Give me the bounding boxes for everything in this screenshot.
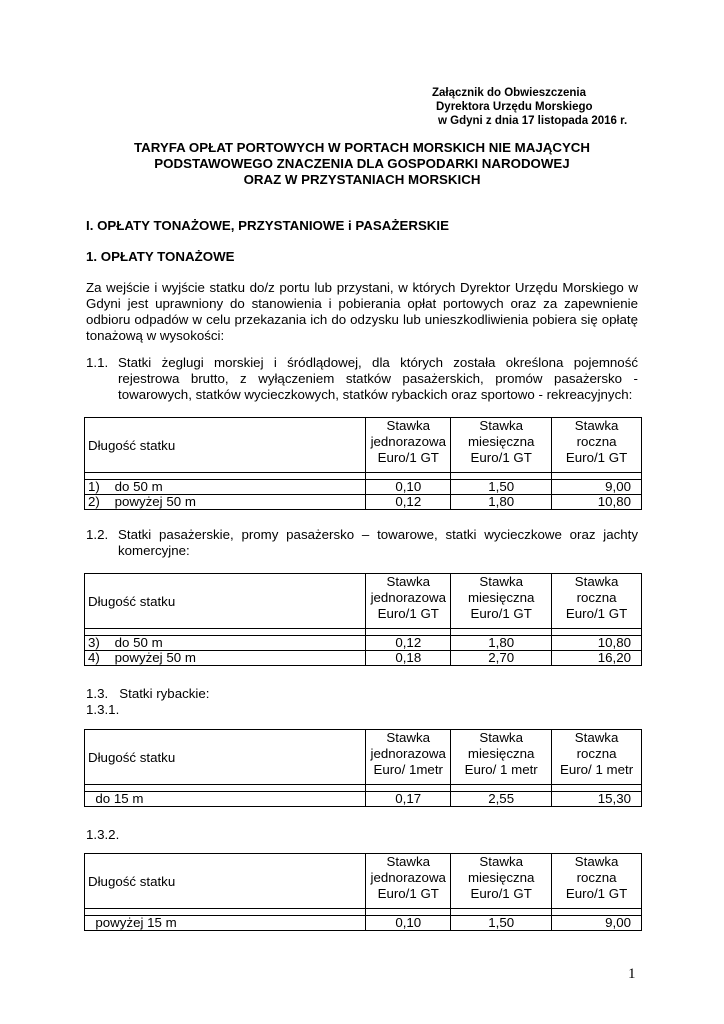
header-text: Euro/1 GT xyxy=(565,606,628,621)
header-text: Stawka xyxy=(574,854,619,869)
column-header-length: Długość statku xyxy=(85,418,366,473)
header-text: Euro/1 GT xyxy=(377,886,439,901)
header-text: roczna xyxy=(576,590,617,605)
header-text: Stawka xyxy=(386,730,431,745)
row-single-rate: 0,17 xyxy=(366,792,451,807)
row-yearly-rate: 10,80 xyxy=(552,495,642,510)
header-text: miesięczna xyxy=(467,434,535,449)
column-header-monthly xyxy=(451,574,552,629)
header-text: roczna xyxy=(576,434,617,449)
row-monthly-rate: 1,80 xyxy=(451,636,552,651)
table-spacer xyxy=(85,473,642,480)
title-line-1: TARYFA OPŁAT PORTOWYCH W PORTACH MORSKICH NIE MAJĄCYCH xyxy=(133,140,591,155)
header-text: Euro/1 GT xyxy=(470,886,532,901)
header-text: miesięczna xyxy=(467,746,535,761)
table-row xyxy=(85,792,642,807)
row-single-rate: 0,12 xyxy=(366,636,451,651)
annex-line-2: Dyrektora Urzędu Morskiego xyxy=(436,101,593,113)
column-header-monthly xyxy=(451,730,552,785)
annex-line-3: w Gdyni z dnia 17 listopada 2016 r. xyxy=(438,115,628,127)
column-header-yearly xyxy=(552,854,642,909)
section-1-3-2: 1.3.2. xyxy=(86,827,120,842)
section-heading: I. OPŁATY TONAŻOWE, PRZYSTANIOWE i PASAŻERSKIE xyxy=(86,218,449,233)
column-header-length: Długość statku xyxy=(85,854,366,909)
header-text: Euro/1 GT xyxy=(377,450,439,465)
table-row xyxy=(85,495,642,510)
column-header-single xyxy=(366,854,451,909)
row-yearly-rate: 9,00 xyxy=(552,916,642,931)
table-row xyxy=(85,636,642,651)
rates-table-1 xyxy=(84,417,642,510)
header-text: Stawka xyxy=(479,730,523,745)
rates-table-3 xyxy=(84,729,642,807)
table-row xyxy=(85,916,642,931)
column-header-single xyxy=(366,730,451,785)
header-text: Stawka xyxy=(574,574,619,589)
header-text: Euro/1 GT xyxy=(470,450,532,465)
column-header-yearly xyxy=(552,730,642,785)
section-1-1 xyxy=(86,355,638,403)
row-yearly-rate: 9,00 xyxy=(552,480,642,495)
header-text: Stawka xyxy=(479,418,523,433)
header-text: Euro/ 1metr xyxy=(373,762,443,777)
subsection-heading: 1. OPŁATY TONAŻOWE xyxy=(86,249,235,264)
row-length: powyżej 15 m xyxy=(85,916,366,931)
header-text: Stawka xyxy=(479,854,523,869)
header-text: jednorazowa xyxy=(370,434,446,449)
title-line-2: PODSTAWOWEGO ZNACZENIA DLA GOSPODARKI NARODOWEJ xyxy=(154,156,570,171)
row-monthly-rate: 1,80 xyxy=(451,495,552,510)
column-header-single xyxy=(366,418,451,473)
header-text: Stawka xyxy=(574,730,619,745)
header-text: Stawka xyxy=(574,418,619,433)
section-1-1-text: Statki żeglugi morskiej i śródlądowej, dla których została określona pojemność rejestrowa brutto, z wyłączeniem statków pasażerskich, promów pasażersko - towarowych, statków wycieczkowych, statków rybackich oraz sportowo - rekreacyjnych: xyxy=(118,355,638,402)
header-text: Euro/ 1 metr xyxy=(559,762,634,777)
title-line-3: ORAZ W PRZYSTANIACH MORSKICH xyxy=(243,172,481,187)
column-header-single xyxy=(366,574,451,629)
section-1-3 xyxy=(86,686,209,702)
section-1-2 xyxy=(86,527,638,559)
row-length: 4) powyżej 50 m xyxy=(85,651,366,666)
table-row xyxy=(85,651,642,666)
table-header-row xyxy=(85,418,642,473)
rates-table-4 xyxy=(84,853,642,931)
document-title xyxy=(0,140,724,188)
header-text: jednorazowa xyxy=(370,870,446,885)
row-length: 1) do 50 m xyxy=(85,480,366,495)
row-single-rate: 0,10 xyxy=(366,916,451,931)
row-single-rate: 0,10 xyxy=(366,480,451,495)
section-1-3-1: 1.3.1. xyxy=(86,702,120,717)
header-text: Euro/1 GT xyxy=(565,450,628,465)
table-header-row xyxy=(85,854,642,909)
section-1-2-text: Statki pasażerskie, promy pasażersko – towarowe, statki wycieczkowe oraz jachty komercyjne: xyxy=(118,527,638,558)
column-header-length: Długość statku xyxy=(85,730,366,785)
row-monthly-rate: 2,70 xyxy=(451,651,552,666)
row-single-rate: 0,12 xyxy=(366,495,451,510)
row-single-rate: 0,18 xyxy=(366,651,451,666)
row-length: do 15 m xyxy=(85,792,366,807)
section-1-3-text: Statki rybackie: xyxy=(119,686,210,701)
header-text: Euro/1 GT xyxy=(470,606,532,621)
column-header-length: Długość statku xyxy=(85,574,366,629)
table-header-row xyxy=(85,730,642,785)
annex-line-1: Załącznik do Obwieszczenia xyxy=(432,87,587,99)
column-header-yearly xyxy=(552,574,642,629)
column-header-monthly xyxy=(451,854,552,909)
column-header-yearly xyxy=(552,418,642,473)
header-text: jednorazowa xyxy=(370,746,446,761)
table-header-row xyxy=(85,574,642,629)
row-monthly-rate: 2,55 xyxy=(451,792,552,807)
header-text: roczna xyxy=(576,870,617,885)
column-header-monthly xyxy=(451,418,552,473)
row-yearly-rate: 15,30 xyxy=(552,792,642,807)
header-text: miesięczna xyxy=(467,870,535,885)
header-text: jednorazowa xyxy=(370,590,446,605)
page-number: 1 xyxy=(628,966,636,982)
row-length: 3) do 50 m xyxy=(85,636,366,651)
annex-header xyxy=(432,86,627,128)
row-monthly-rate: 1,50 xyxy=(451,916,552,931)
section-1-3-number: 1.3. xyxy=(86,686,109,701)
header-text: Stawka xyxy=(386,418,431,433)
header-text: miesięczna xyxy=(467,590,535,605)
header-text: Stawka xyxy=(479,574,523,589)
row-monthly-rate: 1,50 xyxy=(451,480,552,495)
header-text: Euro/ 1 metr xyxy=(464,762,538,777)
row-length: 2) powyżej 50 m xyxy=(85,495,366,510)
table-row xyxy=(85,480,642,495)
header-text: Stawka xyxy=(386,854,431,869)
intro-paragraph: Za wejście i wyjście statku do/z portu lub przystani, w których Dyrektor Urzędu Morskiego w Gdyni jest uprawniony do stanowienia i pobierania opłat portowych oraz za zapewnienie odbioru odpadów w celu przekazania ich do odzysku lub unieszkodliwienia pobiera się opłatę tonażową w wysokości: xyxy=(86,280,638,343)
header-text: roczna xyxy=(576,746,617,761)
rates-table-2 xyxy=(84,573,642,666)
section-1-2-number: 1.2. xyxy=(86,527,109,542)
header-text: Stawka xyxy=(386,574,431,589)
header-text: Euro/1 GT xyxy=(377,606,439,621)
row-yearly-rate: 10,80 xyxy=(552,636,642,651)
section-1-1-number: 1.1. xyxy=(86,355,109,370)
header-text: Euro/1 GT xyxy=(565,886,628,901)
table-spacer xyxy=(85,785,642,792)
row-yearly-rate: 16,20 xyxy=(552,651,642,666)
table-spacer xyxy=(85,629,642,636)
